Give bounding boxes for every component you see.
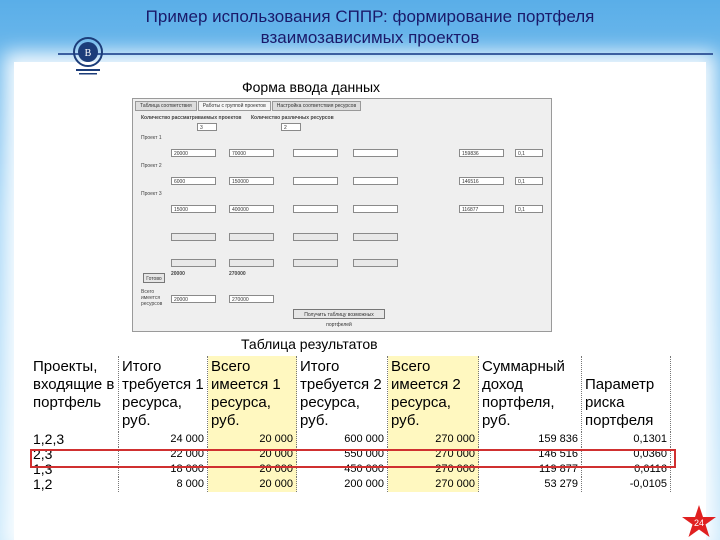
count-label-projects: Количество рассматриваемых проектов xyxy=(141,115,242,121)
cell-income: 53 279 xyxy=(479,477,582,492)
project-4-col3-input[interactable] xyxy=(293,233,338,241)
page-number-star-icon xyxy=(681,504,717,540)
cell-projects: 2,3 xyxy=(30,447,119,462)
project-1-resource-2-input[interactable]: 70000 xyxy=(229,149,274,157)
cell-risk: 0,0116 xyxy=(582,462,671,477)
header-total-income: Суммарный доход портфеля, руб. xyxy=(479,356,582,432)
project-1-col4-input[interactable] xyxy=(353,149,398,157)
apply-button[interactable]: Готово xyxy=(143,273,165,283)
title-line-2: взаимозависимых проектов xyxy=(260,28,480,47)
cell-income: 146 516 xyxy=(479,447,582,462)
project-1-income-input[interactable]: 159836 xyxy=(459,149,504,157)
header-projects: Проекты, входящие в портфель xyxy=(30,356,119,432)
cell-required-1: 22 000 xyxy=(119,447,208,462)
cell-available-2: 270 000 xyxy=(388,462,479,477)
cell-income: 159 836 xyxy=(479,432,582,447)
cell-income: 119 877 xyxy=(479,462,582,477)
project-5-resource-2-input[interactable] xyxy=(229,259,274,267)
input-form-screenshot xyxy=(132,98,552,332)
project-2-col4-input[interactable] xyxy=(353,177,398,185)
cell-required-1: 24 000 xyxy=(119,432,208,447)
project-4-resource-1-input[interactable] xyxy=(171,233,216,241)
cell-available-1: 20 000 xyxy=(208,432,297,447)
tab-project-group[interactable]: Работы с группой проектов xyxy=(198,101,271,111)
cell-required-1: 18 000 xyxy=(119,462,208,477)
project-3-resource-1-input[interactable]: 15000 xyxy=(171,205,216,213)
svg-text:В: В xyxy=(84,48,92,59)
form-tabs xyxy=(135,101,362,111)
page-number: 24 xyxy=(693,518,705,528)
cell-available-2: 270 000 xyxy=(388,432,479,447)
cell-projects: 1,3 xyxy=(30,462,119,477)
cell-required-2: 200 000 xyxy=(297,477,388,492)
slide-title xyxy=(60,6,680,48)
project-3-resource-2-input[interactable]: 400000 xyxy=(229,205,274,213)
header-required-2: Итого требуется 2 ресурса, руб. xyxy=(297,356,388,432)
resources-count-select[interactable]: 2 xyxy=(281,123,301,131)
title-divider xyxy=(58,53,713,55)
project-3-col4-input[interactable] xyxy=(353,205,398,213)
project-row-label-3: Проект 3 xyxy=(141,191,162,197)
cell-required-1: 8 000 xyxy=(119,477,208,492)
tab-correspondence[interactable]: Таблица соответствия xyxy=(135,101,197,111)
table-row[interactable] xyxy=(30,432,671,447)
available-resource-1-input[interactable]: 20000 xyxy=(171,295,216,303)
project-2-col3-input[interactable] xyxy=(293,177,338,185)
projects-count-select[interactable]: 3 xyxy=(197,123,217,131)
project-1-risk-input[interactable]: 0,1 xyxy=(515,149,543,157)
cell-projects: 1,2 xyxy=(30,477,119,492)
header-available-1: Всего имеется 1 ресурса, руб. xyxy=(208,356,297,432)
project-3-risk-input[interactable]: 0,1 xyxy=(515,205,543,213)
project-5-resource-1-input[interactable] xyxy=(171,259,216,267)
hse-logo-icon xyxy=(70,36,106,76)
project-3-col3-input[interactable] xyxy=(293,205,338,213)
header-required-1: Итого требуется 1 ресурса, руб. xyxy=(119,356,208,432)
project-4-resource-2-input[interactable] xyxy=(229,233,274,241)
header-available-2: Всего имеется 2 ресурса, руб. xyxy=(388,356,479,432)
project-2-risk-input[interactable]: 0,1 xyxy=(515,177,543,185)
count-label-resources: Количество различных ресурсов xyxy=(251,115,334,121)
results-heading: Таблица результатов xyxy=(241,336,378,352)
tab-resource-settings[interactable]: Настройка соответствия ресурсов xyxy=(272,101,361,111)
project-1-col3-input[interactable] xyxy=(293,149,338,157)
project-4-col4-input[interactable] xyxy=(353,233,398,241)
project-2-income-input[interactable]: 146516 xyxy=(459,177,504,185)
results-table xyxy=(30,356,671,492)
results-header-row xyxy=(30,356,671,432)
project-row-label-1: Проект 1 xyxy=(141,135,162,141)
title-line-1: Пример использования СППР: формирование портфеля xyxy=(145,7,595,26)
cell-required-2: 600 000 xyxy=(297,432,388,447)
cell-risk: -0,0105 xyxy=(582,477,671,492)
available-resource-2-input[interactable]: 270000 xyxy=(229,295,274,303)
get-portfolios-button[interactable]: Получить таблицу возможных портфелей xyxy=(293,309,385,319)
cell-available-1: 20 000 xyxy=(208,462,297,477)
selected-portfolio-highlight xyxy=(30,449,676,468)
cell-risk: 0,0360 xyxy=(582,447,671,462)
cell-risk: 0,1301 xyxy=(582,432,671,447)
project-row-label-2: Проект 2 xyxy=(141,163,162,169)
cell-required-2: 450 000 xyxy=(297,462,388,477)
totals-resource-2: 270000 xyxy=(229,271,246,277)
cell-available-2: 270 000 xyxy=(388,447,479,462)
project-2-resource-2-input[interactable]: 150000 xyxy=(229,177,274,185)
project-3-income-input[interactable]: 116877 xyxy=(459,205,504,213)
totals-resource-1: 20000 xyxy=(171,271,185,277)
cell-available-2: 270 000 xyxy=(388,477,479,492)
cell-required-2: 550 000 xyxy=(297,447,388,462)
table-row[interactable] xyxy=(30,477,671,492)
project-2-resource-1-input[interactable]: 6000 xyxy=(171,177,216,185)
project-5-col4-input[interactable] xyxy=(353,259,398,267)
cell-projects: 1,2,3 xyxy=(30,432,119,447)
project-1-resource-1-input[interactable]: 20000 xyxy=(171,149,216,157)
header-risk: Параметр риска портфеля xyxy=(582,356,671,432)
cell-available-1: 20 000 xyxy=(208,447,297,462)
form-heading: Форма ввода данных xyxy=(242,79,381,95)
cell-available-1: 20 000 xyxy=(208,477,297,492)
project-5-col3-input[interactable] xyxy=(293,259,338,267)
available-label: Всего имеется ресурсов xyxy=(141,289,163,307)
